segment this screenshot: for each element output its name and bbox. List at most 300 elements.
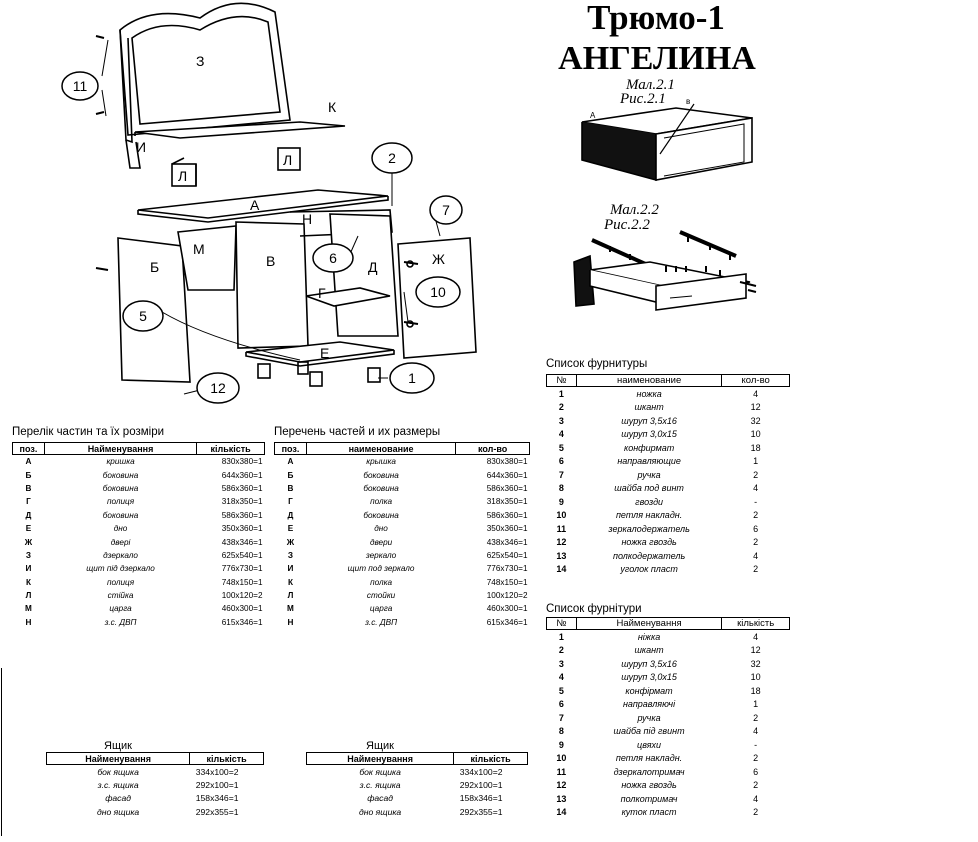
table-cell-pos: Л	[287, 591, 294, 601]
table-row	[547, 522, 790, 536]
table-cell-qty: 776х730=1	[486, 564, 528, 574]
table-cell-pos: Д	[25, 510, 32, 520]
table-cell-qty: 4	[753, 388, 759, 399]
diagram-letter-d: Д	[368, 259, 378, 275]
drawer-2-caption: Ящик	[366, 740, 394, 752]
callout-11: 11	[72, 78, 88, 94]
table-row	[13, 522, 265, 535]
table-cell-pos: 7	[558, 712, 564, 723]
col-num: №	[547, 375, 577, 387]
table-cell-qty: 100х120=2	[221, 591, 263, 601]
table-cell-name: шкант	[634, 645, 664, 656]
table-cell-name: з.с. ДВП	[104, 617, 137, 627]
table-cell-qty: 2	[753, 712, 759, 723]
table-cell-qty: 2	[753, 469, 759, 480]
hardware-ua-body	[547, 630, 790, 820]
table-cell-name: зеркалодержатель	[608, 523, 690, 534]
table-row	[275, 522, 530, 535]
drawer-table-2	[306, 752, 528, 819]
fig2-caption-ru: Мал.2.2	[610, 202, 659, 218]
table-cell-qty: 625х540=1	[486, 550, 528, 560]
table-cell-name: царга	[109, 604, 132, 614]
table-cell-name: направляющие	[617, 456, 681, 467]
table-cell-qty: 644х360=1	[221, 470, 263, 480]
table-cell-qty: 748х150=1	[221, 577, 263, 587]
table-cell-name: з.с. ящика	[97, 780, 139, 791]
table-cell-qty: 350х360=1	[486, 524, 528, 534]
table-cell-qty: 748х150=1	[486, 577, 528, 587]
table-cell-pos: 10	[556, 753, 567, 764]
table-row	[547, 779, 790, 793]
diagram-letter-zh: Ж	[432, 251, 445, 267]
table-cell-qty: 2	[753, 537, 759, 548]
callout-1: 1	[408, 370, 416, 386]
table-cell-qty: 292х355=1	[195, 806, 239, 817]
diagram-letter-k: К	[328, 99, 337, 115]
col-num: №	[547, 618, 577, 630]
table-header-row	[547, 375, 790, 387]
table-row	[547, 752, 790, 766]
table-cell-pos: 3	[558, 658, 564, 669]
table-cell-qty: 6	[753, 523, 759, 534]
diagram-letter-m: М	[193, 241, 205, 257]
table-row	[547, 482, 790, 496]
table-cell-pos: А	[25, 457, 32, 467]
fig1-mark-a: А	[590, 111, 596, 120]
table-row	[547, 698, 790, 712]
callout-2: 2	[388, 150, 396, 166]
table-cell-pos: З	[25, 550, 32, 560]
table-cell-qty: -	[754, 739, 758, 750]
table-cell-name: стойки	[366, 591, 396, 601]
table-cell-pos: Е	[287, 524, 294, 534]
table-cell-name: полкодержатель	[613, 550, 686, 561]
table-row	[275, 616, 530, 629]
col-name: наименование	[576, 375, 721, 387]
table-cell-qty: 2	[753, 807, 759, 818]
table-cell-name: двери	[369, 537, 393, 547]
table-cell-qty: 586х360=1	[486, 510, 528, 520]
table-header-row	[307, 753, 528, 765]
table-cell-pos: 4	[558, 672, 564, 683]
table-header-row	[13, 443, 265, 455]
table-row	[547, 414, 790, 428]
table-cell-qty: 438х346=1	[221, 537, 263, 547]
table-cell-pos: 2	[558, 402, 564, 413]
table-cell-pos: М	[25, 604, 32, 614]
table-cell-qty: 6	[753, 766, 759, 777]
table-row	[275, 509, 530, 522]
table-row	[47, 805, 264, 818]
table-cell-qty: 615х346=1	[486, 617, 528, 627]
table-cell-pos: 11	[556, 766, 567, 777]
table-cell-name: шкант	[634, 402, 664, 413]
table-cell-name: полиця	[106, 577, 135, 587]
table-cell-name: полка	[370, 577, 393, 587]
table-cell-name: боковина	[102, 510, 139, 520]
table-cell-qty: 438х346=1	[486, 537, 528, 547]
table-row	[547, 455, 790, 469]
title-line-2: АНГЕЛИНА	[558, 40, 756, 77]
parts-ua-body	[13, 455, 265, 630]
table-row	[13, 482, 265, 495]
table-cell-name: гвозди	[635, 496, 664, 507]
table-cell-name: дзеркало	[103, 550, 138, 560]
table-row	[275, 482, 530, 495]
table-cell-name: бок ящика	[97, 766, 139, 777]
callout-10: 10	[430, 284, 446, 300]
table-cell-name: конфирмат	[623, 442, 675, 453]
table-cell-pos: 8	[558, 726, 564, 737]
table-row	[547, 428, 790, 442]
table-row	[547, 684, 790, 698]
table-row	[547, 644, 790, 658]
table-cell-qty: 350х360=1	[221, 524, 263, 534]
table-cell-pos: 5	[558, 685, 564, 696]
table-cell-qty: 776х730=1	[221, 564, 263, 574]
table-cell-name: ручка	[637, 712, 661, 723]
hardware-ru-title: Список фурнитуры	[546, 358, 648, 370]
table-cell-qty: 10	[750, 672, 761, 683]
table-cell-name: бок ящика	[359, 766, 401, 777]
fig1-caption-ru: Мал.2.1	[626, 77, 675, 93]
table-cell-name: уголок пласт	[620, 564, 678, 575]
table-cell-pos: 14	[556, 807, 567, 818]
table-cell-pos: 9	[558, 496, 564, 507]
table-row	[275, 468, 530, 481]
table-header-row	[547, 618, 790, 630]
table-cell-name: боковина	[363, 510, 399, 520]
table-row	[547, 441, 790, 455]
table-cell-name: шуруп 3,0х15	[621, 429, 677, 440]
table-row	[13, 495, 265, 508]
table-row	[547, 536, 790, 550]
diagram-letter-l2: Л	[283, 152, 293, 168]
table-cell-qty: 12	[750, 402, 761, 413]
table-cell-name: боковина	[363, 470, 399, 480]
table-cell-pos: М	[287, 604, 294, 614]
table-cell-pos: В	[287, 483, 294, 493]
table-row	[547, 401, 790, 415]
parts-table-ua	[12, 442, 265, 629]
table-cell-qty: 4	[753, 726, 759, 737]
table-cell-name: направляючі	[622, 699, 676, 710]
fig2-caption-ua: Рис.2.2	[604, 217, 650, 233]
table-cell-qty: 2	[753, 780, 759, 791]
drawer-figure-2	[570, 226, 760, 316]
diagram-letter-z: З	[196, 53, 205, 69]
table-row	[275, 495, 530, 508]
drawer-figure-1	[576, 96, 756, 188]
table-row	[547, 509, 790, 523]
col-qty: кол-во	[722, 375, 790, 387]
table-cell-qty: 292х355=1	[459, 806, 503, 817]
table-cell-pos: 5	[558, 442, 564, 453]
callout-5: 5	[139, 308, 147, 324]
table-cell-qty: 625х540=1	[221, 550, 263, 560]
table-cell-name: шуруп 3,0х15	[621, 672, 677, 683]
table-cell-name: петля накладн.	[615, 753, 683, 764]
table-cell-pos: В	[25, 483, 32, 493]
table-row	[13, 468, 265, 481]
hardware-table-ua	[546, 617, 790, 819]
table-cell-pos: 1	[558, 631, 564, 642]
table-cell-name: ручка	[637, 469, 661, 480]
table-cell-pos: 11	[556, 523, 567, 534]
table-row	[547, 792, 790, 806]
col-qty: кол-во	[456, 443, 530, 455]
diagram-letter-b: Б	[150, 259, 160, 275]
table-cell-qty: 2	[753, 510, 759, 521]
col-qty: кількість	[722, 618, 790, 630]
table-cell-name: ножка гвоздь	[621, 780, 677, 791]
table-row	[547, 495, 790, 509]
callout-7: 7	[442, 202, 450, 218]
table-row	[275, 589, 530, 602]
table-cell-qty: 318х350=1	[221, 497, 263, 507]
fig1-mark-b: в	[686, 97, 691, 106]
table-cell-qty: 586х360=1	[486, 483, 528, 493]
table-cell-qty: 158х346=1	[459, 793, 503, 804]
table-cell-qty: 32	[750, 415, 761, 426]
table-row	[275, 455, 530, 469]
table-cell-name: двері	[110, 537, 131, 547]
title-line-1: Трюмо-1	[587, 0, 725, 37]
table-cell-qty: 334х100=2	[195, 766, 239, 777]
table-row	[307, 792, 528, 805]
col-name: наименование	[306, 443, 455, 455]
table-cell-qty: 586х360=1	[221, 510, 263, 520]
table-cell-qty: 830х380=1	[221, 457, 263, 467]
table-cell-name: боковина	[102, 470, 139, 480]
table-cell-pos: З	[287, 550, 294, 560]
table-cell-name: зеркало	[365, 550, 397, 560]
diagram-letter-i: И	[136, 139, 147, 155]
callout-12: 12	[210, 380, 226, 396]
table-row	[13, 549, 265, 562]
table-cell-qty: -	[754, 496, 758, 507]
parts-ru-title: Перечень частей и их размеры	[274, 426, 441, 438]
table-cell-name: фасад	[105, 793, 132, 804]
table-cell-name: з.с. ящика	[359, 780, 401, 791]
col-name: Найменування	[307, 753, 454, 765]
table-cell-qty: 334х100=2	[459, 766, 503, 777]
table-cell-name: шуруп 3,5х16	[621, 658, 677, 669]
parts-ua-title: Перелік частин та їх розміри	[12, 426, 165, 438]
table-cell-pos: И	[25, 564, 32, 574]
table-cell-qty: 4	[753, 631, 759, 642]
table-cell-qty: 2	[753, 753, 759, 764]
table-row	[13, 535, 265, 548]
table-cell-name: дно ящика	[97, 806, 140, 817]
table-cell-name: полкотримач	[620, 793, 678, 804]
table-row	[275, 562, 530, 575]
hardware-ru-body	[547, 387, 790, 577]
table-cell-name: полиця	[106, 497, 135, 507]
table-cell-pos: Н	[25, 617, 32, 627]
table-row	[13, 602, 265, 615]
table-cell-name: дно	[113, 524, 128, 534]
table-cell-pos: 12	[556, 780, 567, 791]
diagram-letter-n: Н	[302, 211, 313, 227]
hardware-ua-title: Список фурнітури	[546, 603, 642, 615]
table-cell-pos: 9	[558, 739, 564, 750]
table-row	[547, 563, 790, 577]
table-cell-pos: И	[287, 564, 294, 574]
table-header-row	[275, 443, 530, 455]
diagram-letter-e: Е	[320, 345, 330, 361]
diagram-letter-l1: Л	[178, 168, 188, 184]
table-cell-qty: 460х300=1	[221, 604, 263, 614]
table-cell-name: ніжка	[637, 631, 661, 642]
drawer-1-caption: Ящик	[104, 740, 132, 752]
table-cell-pos: 14	[556, 564, 567, 575]
table-cell-pos: Д	[287, 510, 294, 520]
table-cell-pos: 12	[556, 537, 567, 548]
table-cell-name: ножка	[636, 388, 662, 399]
table-row	[547, 738, 790, 752]
table-cell-pos: Б	[287, 470, 294, 480]
col-pos: поз.	[275, 443, 307, 455]
parts-ru-body	[275, 455, 530, 630]
table-cell-pos: Л	[25, 591, 32, 601]
table-cell-name: боковина	[363, 483, 399, 493]
table-cell-name: боковина	[102, 483, 139, 493]
table-row	[13, 455, 265, 469]
table-cell-name: ножка гвоздь	[621, 537, 677, 548]
table-cell-name: з.с. ДВП	[365, 617, 398, 627]
table-cell-pos: Б	[25, 470, 32, 480]
table-cell-name: конфірмат	[625, 685, 673, 696]
hardware-table-ru	[546, 374, 790, 576]
col-qty: кількість	[197, 443, 265, 455]
table-cell-name: щит під дзеркало	[86, 564, 155, 574]
table-cell-name: крышка	[366, 457, 396, 467]
table-cell-qty: 12	[750, 645, 761, 656]
table-cell-pos: К	[25, 577, 31, 587]
table-cell-pos: 13	[556, 793, 567, 804]
table-row	[547, 657, 790, 671]
table-cell-qty: 292х100=1	[459, 780, 503, 791]
table-row	[547, 549, 790, 563]
diagram-letter-g: Г	[318, 285, 326, 301]
table-cell-qty: 18	[750, 685, 761, 696]
table-cell-name: шайба под винт	[614, 483, 684, 494]
table-cell-pos: Ж	[286, 537, 295, 547]
table-cell-qty: 10	[750, 429, 761, 440]
table-cell-name: царга	[369, 604, 393, 614]
table-row	[547, 387, 790, 401]
table-cell-qty: 318х350=1	[486, 497, 528, 507]
table-cell-pos: Г	[26, 497, 31, 507]
table-cell-name: дно ящика	[359, 806, 402, 817]
drawer-1-body	[47, 765, 264, 819]
table-cell-qty: 4	[753, 793, 759, 804]
table-row	[547, 765, 790, 779]
table-cell-qty: 292х100=1	[195, 780, 239, 791]
table-cell-pos: Е	[25, 524, 32, 534]
table-cell-pos: А	[287, 457, 294, 467]
table-cell-pos: 10	[556, 510, 567, 521]
table-cell-pos: 7	[558, 469, 564, 480]
assembly-drawing	[0, 0, 545, 420]
table-cell-qty: 1	[753, 699, 759, 710]
table-cell-pos: 4	[558, 429, 564, 440]
table-row	[547, 711, 790, 725]
table-cell-name: шуруп 3,5х16	[621, 415, 677, 426]
col-name: Найменування	[44, 443, 196, 455]
table-cell-name: стійка	[107, 591, 134, 601]
table-cell-name: шайба під гвинт	[613, 726, 685, 737]
table-cell-pos: 1	[558, 388, 564, 399]
table-cell-qty: 4	[753, 550, 759, 561]
table-row	[13, 616, 265, 629]
table-row	[547, 630, 790, 644]
table-cell-qty: 4	[753, 483, 759, 494]
table-row	[547, 671, 790, 685]
col-qty: кількість	[454, 753, 528, 765]
table-cell-pos: 6	[558, 699, 564, 710]
diagram-letter-v: В	[266, 253, 276, 269]
table-cell-qty: 2	[753, 564, 759, 575]
table-cell-qty: 460х300=1	[486, 604, 528, 614]
table-row	[13, 562, 265, 575]
table-row	[13, 509, 265, 522]
table-row	[275, 535, 530, 548]
table-cell-qty: 830х380=1	[486, 457, 528, 467]
table-cell-pos: Г	[288, 497, 293, 507]
table-cell-pos: 2	[558, 645, 564, 656]
table-cell-qty: 18	[750, 442, 761, 453]
table-cell-qty: 586х360=1	[221, 483, 263, 493]
table-row	[13, 589, 265, 602]
table-row	[547, 725, 790, 739]
col-qty: кількість	[190, 753, 264, 765]
table-cell-pos: 8	[558, 483, 564, 494]
fig1-caption-ua: Рис.2.1	[620, 91, 666, 107]
table-row	[275, 602, 530, 615]
table-cell-qty: 100х120=2	[486, 591, 528, 601]
table-cell-qty: 158х346=1	[195, 793, 239, 804]
drawer-2-body	[307, 765, 528, 819]
table-cell-qty: 1	[753, 456, 759, 467]
table-cell-qty: 644х360=1	[486, 470, 528, 480]
page-edge-line	[1, 668, 2, 836]
parts-table-ru	[274, 442, 530, 629]
table-cell-name: фасад	[367, 793, 393, 804]
table-row	[307, 778, 528, 791]
table-cell-qty: 32	[750, 658, 761, 669]
callout-6: 6	[329, 250, 337, 266]
table-cell-pos: К	[287, 577, 293, 587]
table-cell-pos: Ж	[24, 537, 33, 547]
table-cell-name: дно	[374, 524, 388, 534]
col-pos: поз.	[13, 443, 45, 455]
table-cell-pos: 13	[556, 550, 567, 561]
table-row	[547, 468, 790, 482]
diagram-letter-a: А	[250, 197, 260, 213]
table-cell-name: щит под зеркало	[347, 564, 415, 574]
table-row	[275, 576, 530, 589]
table-row	[47, 778, 264, 791]
table-cell-qty: 615х346=1	[221, 617, 263, 627]
table-row	[307, 805, 528, 818]
table-cell-name: петля накладн.	[615, 510, 683, 521]
table-row	[13, 576, 265, 589]
table-cell-pos: 3	[558, 415, 564, 426]
table-cell-name: куток пласт	[621, 807, 677, 818]
col-name: Найменування	[47, 753, 190, 765]
